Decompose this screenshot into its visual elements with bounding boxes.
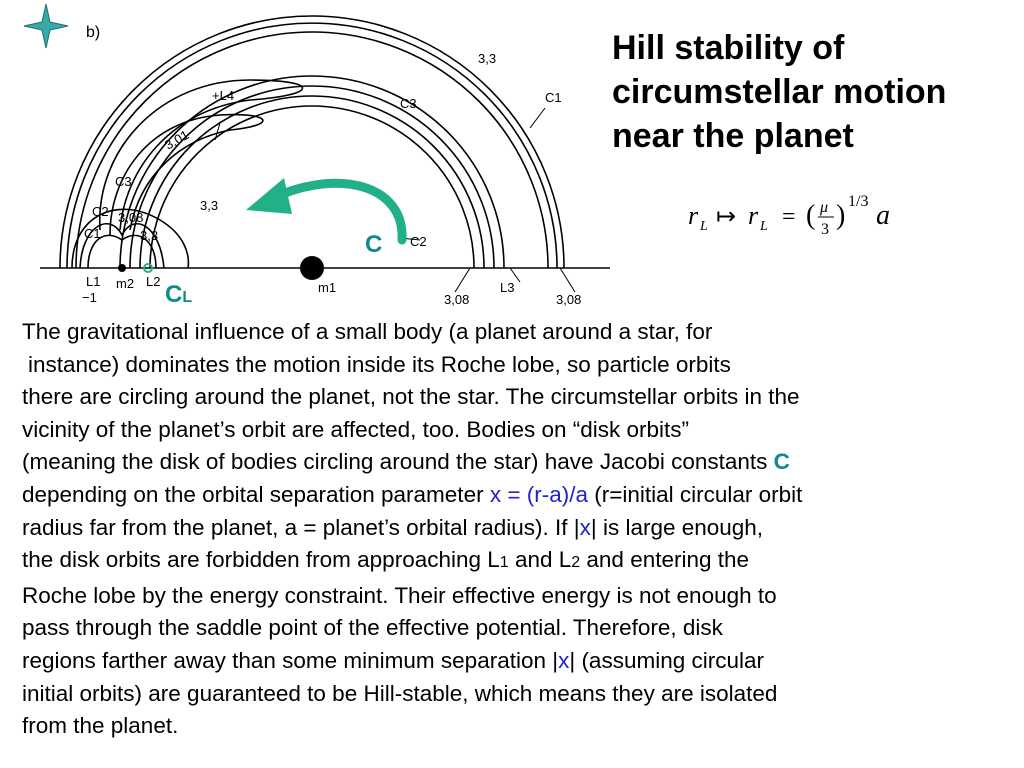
svg-text:↦: ↦: [716, 204, 737, 230]
svg-text:=: =: [782, 204, 796, 230]
body-line: radius far from the planet, a = planet’s orbital radius). If |x| is large enough,: [22, 514, 764, 540]
body-line: the disk orbits are forbidden from approaching L1 and L2 and entering the: [22, 547, 750, 573]
svg-text:): ): [836, 200, 846, 231]
label-c1-left: C1: [84, 226, 101, 241]
svg-text:L: L: [760, 219, 768, 234]
label-minus-1: −1: [82, 290, 97, 305]
annotation-c: C: [365, 231, 383, 258]
star-m1-dot: [300, 256, 324, 280]
slide-title: Hill stability of circumstellar motion near the planet: [612, 29, 947, 155]
label-l4: +L4: [212, 88, 235, 103]
label-c1-top: C1: [545, 90, 562, 105]
svg-text:3: 3: [821, 221, 829, 238]
svg-text:L: L: [700, 219, 708, 234]
body-line: Roche lobe by the energy constraint. Their effective energy is not enough to: [22, 582, 777, 608]
label-m2: m2: [116, 276, 135, 291]
label-l2: L2: [146, 274, 161, 289]
svg-text:μ: μ: [820, 199, 829, 216]
svg-text:1/3: 1/3: [848, 193, 869, 210]
svg-text:r: r: [748, 201, 759, 230]
body-line: The gravitational influence of a small body (a planet around a star, for: [22, 319, 713, 344]
label-c2-left: C2: [92, 204, 109, 219]
label-l3: L3: [500, 280, 515, 295]
planet-m2-dot: [118, 264, 126, 272]
svg-text:r: r: [688, 201, 699, 230]
body-line: pass through the saddle point of the effective potential. Therefore, disk: [22, 615, 723, 641]
jacobi-constant-c: C: [773, 449, 790, 475]
label-l1: L1: [86, 274, 101, 289]
body-line: depending on the orbital separation parameter x = (r-a)/a (r=initial circular orbit: [22, 481, 803, 507]
body-line: there are circling around the planet, not the star. The circumstellar orbits in the: [22, 384, 800, 410]
hill-radius-formula: [676, 186, 966, 246]
annotation-cl: CL: [165, 281, 193, 308]
label-3-08-left: 3,08: [118, 210, 144, 225]
label-3-08-bottom-1: 3,08: [444, 292, 470, 307]
label-3-01: 3,01: [162, 126, 192, 153]
body-line: (meaning the disk of bodies circling around the star) have Jacobi constants C: [22, 449, 790, 475]
body-line: instance) dominates the motion inside its Roche lobe, so particle orbits: [28, 351, 731, 377]
body-line: vicinity of the planet’s orbit are affected, too. Bodies on “disk orbits”: [22, 416, 690, 442]
panel-label: b): [86, 24, 101, 41]
label-3-3-mid: 3,3: [200, 198, 219, 213]
svg-text:(: (: [806, 200, 816, 231]
label-c3-left: C3: [115, 174, 132, 189]
body-paragraph: [22, 316, 1012, 743]
separation-parameter: x = (r-a)/a: [489, 481, 588, 507]
body-line: from the planet.: [22, 713, 179, 739]
body-line: initial orbits) are guaranteed to be Hill-stable, which means they are isolated: [22, 680, 778, 706]
label-3-3-low: 3,3: [140, 228, 159, 243]
hill-stability-diagram: [0, 0, 610, 318]
label-3-08-bottom-2: 3,08: [556, 292, 582, 307]
label-m1: m1: [318, 280, 337, 295]
label-c3-top: C3: [400, 96, 417, 111]
body-line: regions farther away than some minimum separation |x| (assuming circular: [22, 647, 764, 673]
label-3-3-top: 3,3: [478, 51, 497, 66]
svg-text:a: a: [876, 200, 890, 231]
label-c2-right: C2: [410, 234, 427, 249]
